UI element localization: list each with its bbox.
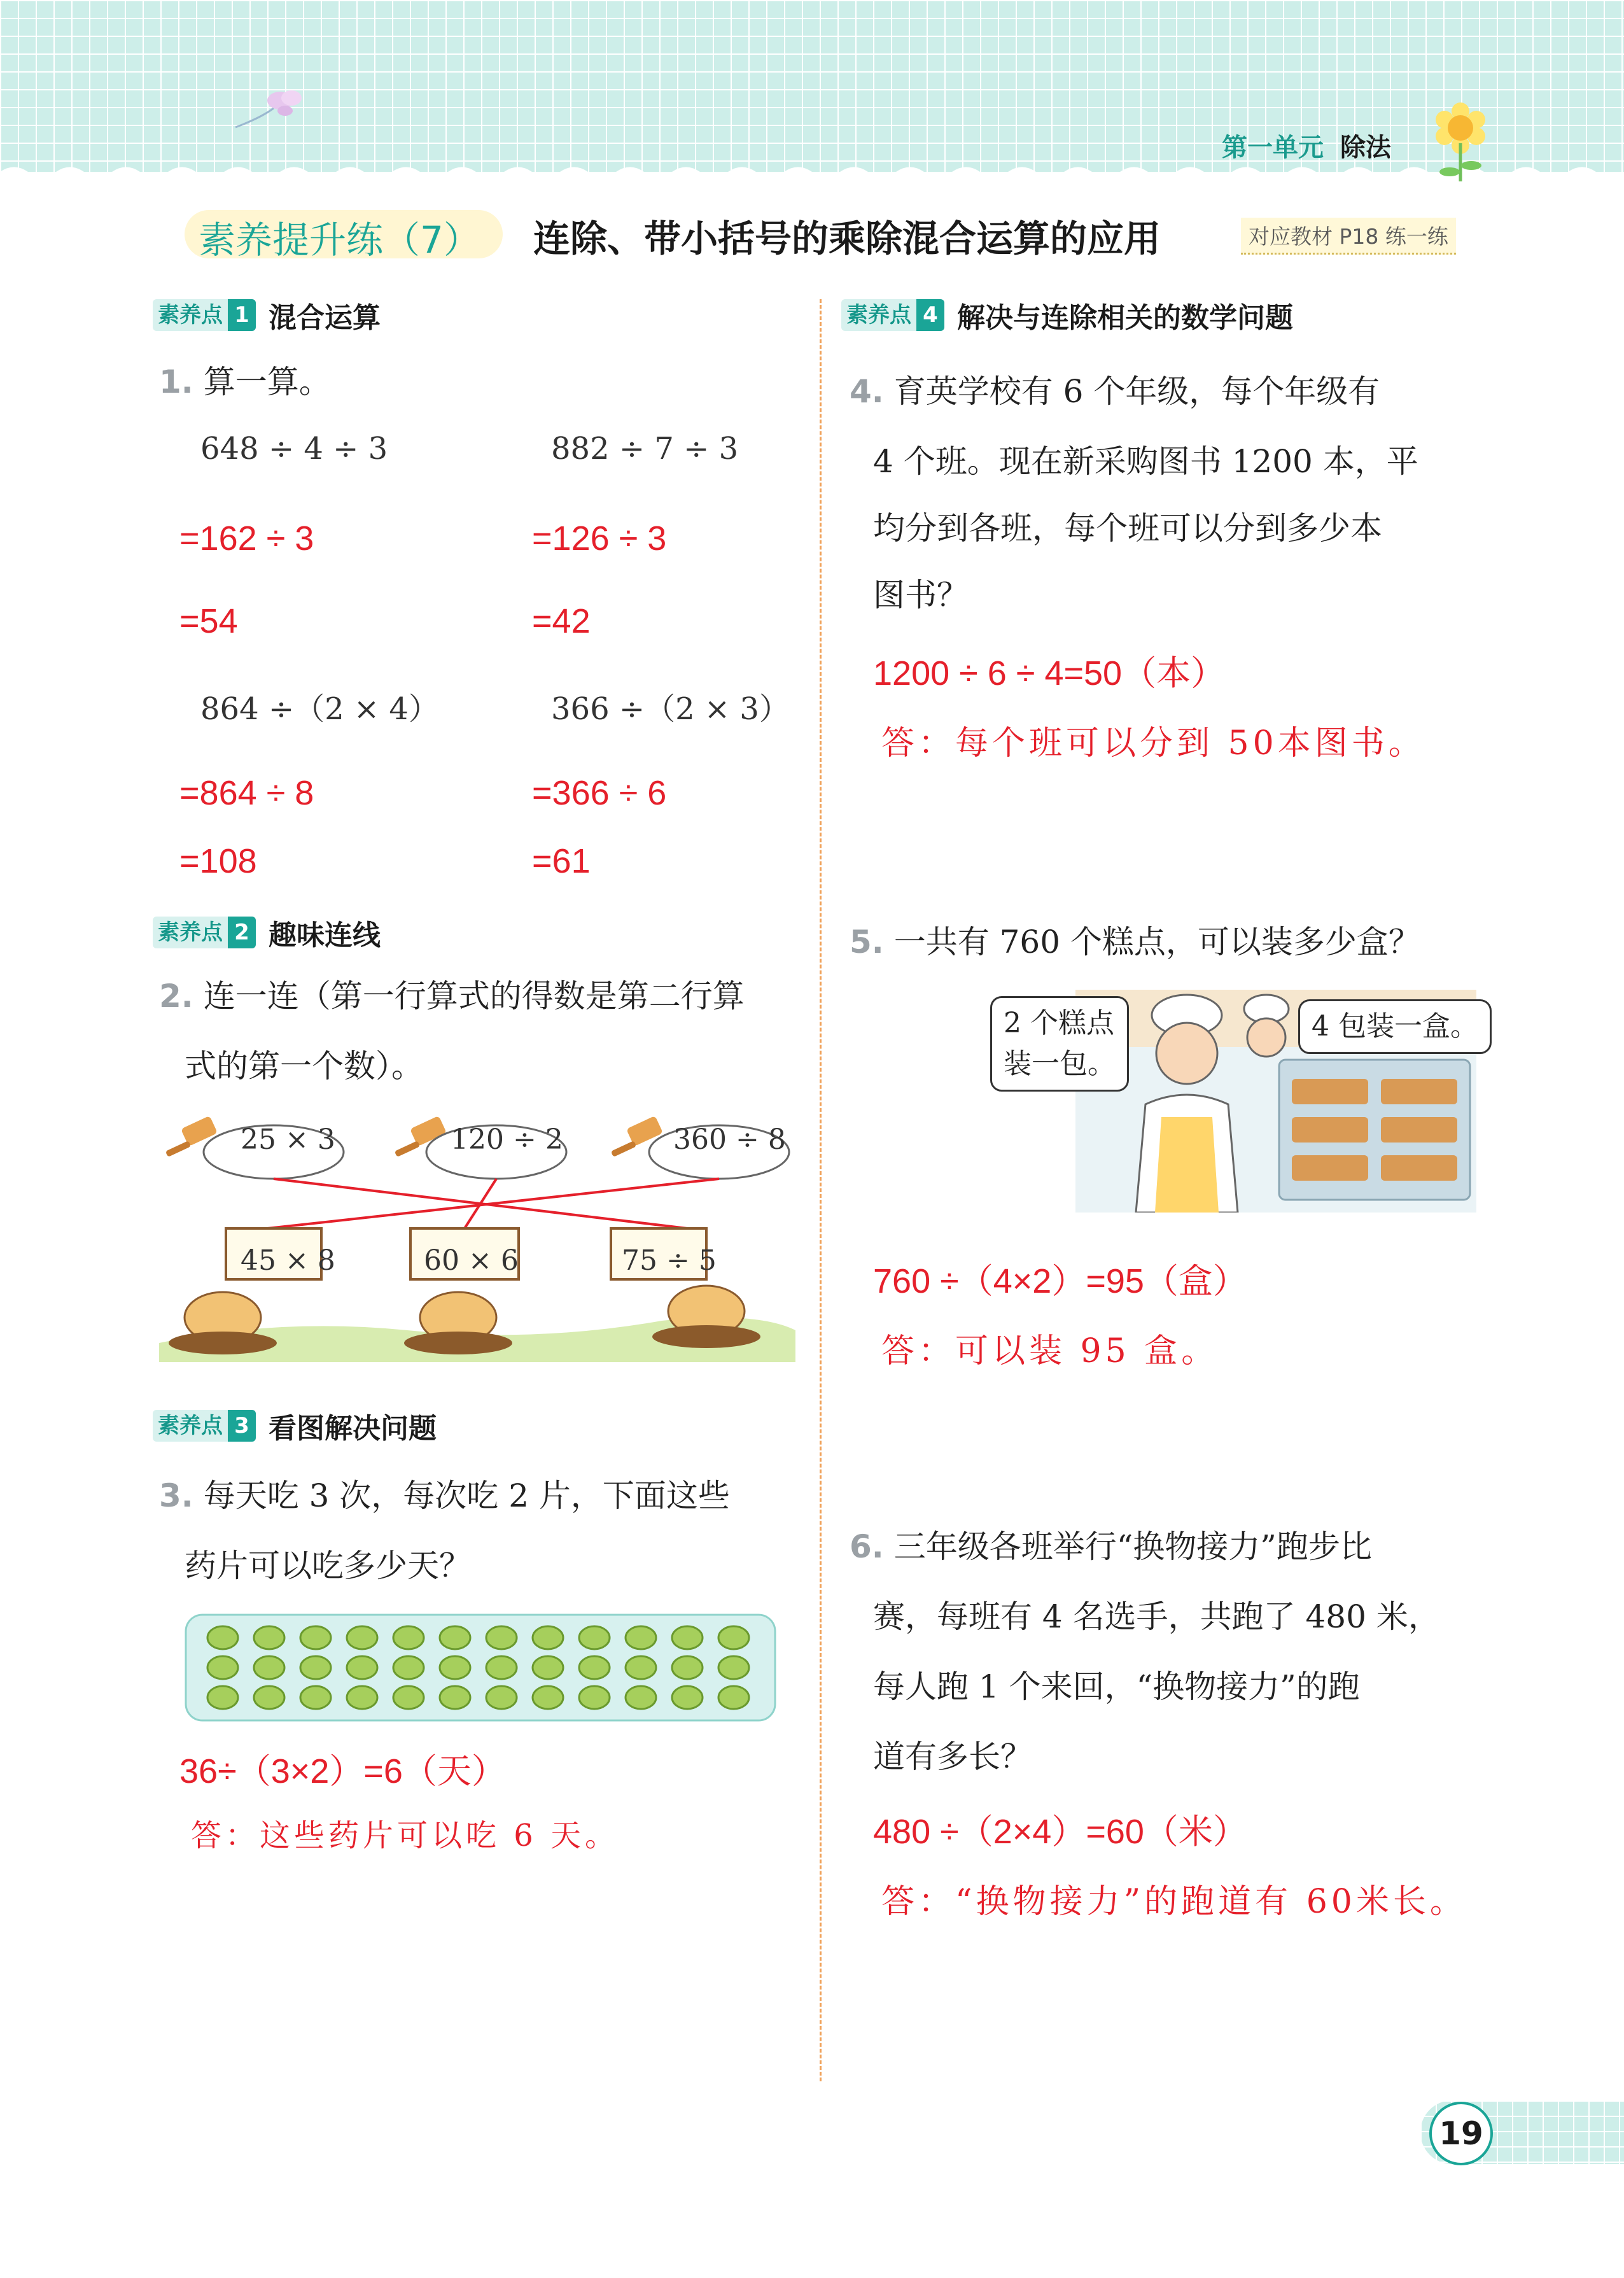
speech-bubble-right: 4 包装一盒。: [1298, 999, 1492, 1054]
pill-tray: [185, 1614, 776, 1722]
question-5: [850, 907, 1420, 977]
section-badge-name: 素养点: [153, 917, 228, 948]
pill: [533, 1656, 563, 1679]
pill: [393, 1686, 424, 1709]
question-text: 一共有 760 个糕点，可以装多少盒？: [893, 924, 1420, 960]
pill: [254, 1686, 284, 1709]
question-number: 1.: [159, 363, 193, 400]
column-divider: [820, 299, 822, 2081]
section-title: 解决与连除相关的数学问题: [957, 302, 1293, 334]
answer-step: =42: [532, 602, 591, 640]
pill: [533, 1686, 563, 1709]
answer-sentence: 答：可以装 95 盒。: [881, 1332, 1219, 1370]
match-bottom-1: 45 × 8: [241, 1244, 335, 1277]
pill: [300, 1686, 331, 1709]
question-2: [159, 961, 745, 1031]
pill: [347, 1626, 377, 1649]
pill: [718, 1626, 749, 1649]
pill: [207, 1686, 238, 1709]
bubble-line-2: 装一包。: [1004, 1048, 1116, 1080]
section-badge-2: [153, 917, 381, 952]
match-bottom-3: 75 ÷ 5: [622, 1244, 717, 1277]
pill: [579, 1656, 610, 1679]
answer-step: =366 ÷ 6: [532, 774, 667, 812]
question-text: 连一连（第一行算式的得数是第二行算: [203, 978, 745, 1015]
answer-step: =108: [179, 842, 257, 880]
pill: [440, 1626, 470, 1649]
section-badge-name: 素养点: [153, 1410, 228, 1442]
question-4-line-2: 4 个班。现在新采购图书 1200 本，平: [873, 443, 1418, 480]
lesson-tag: 素养提升练（7）: [199, 218, 480, 262]
question-number: 4.: [850, 373, 884, 410]
question-4: [850, 356, 1380, 426]
section-badge-3: [153, 1410, 437, 1445]
question-number: 2.: [159, 978, 193, 1015]
pill: [486, 1656, 517, 1679]
answer-expression: 760 ÷（4×2）=95（盒）: [873, 1262, 1247, 1300]
question-2-line-2: 式的第一个数）。: [185, 1048, 423, 1085]
pill: [300, 1656, 331, 1679]
section-badge-name: 素养点: [153, 299, 228, 331]
pill: [626, 1626, 656, 1649]
pill: [579, 1626, 610, 1649]
pill: [718, 1686, 749, 1709]
section-title: 混合运算: [269, 302, 381, 334]
expression: 882 ÷ 7 ÷ 3: [551, 431, 739, 467]
answer-step: =61: [532, 842, 591, 880]
question-text: 三年级各班举行“换物接力”跑步比: [893, 1528, 1372, 1565]
pill: [533, 1626, 563, 1649]
pill: [440, 1656, 470, 1679]
unit-header: [1222, 127, 1391, 164]
pill: [440, 1686, 470, 1709]
butterfly-icon: [229, 83, 312, 134]
pill: [718, 1656, 749, 1679]
section-badge-number: 2: [228, 917, 256, 948]
page-number: 19: [1429, 2102, 1493, 2165]
pill: [347, 1656, 377, 1679]
answer-expression: 1200 ÷ 6 ÷ 4=50（本）: [873, 654, 1226, 693]
question-text: 育英学校有 6 个年级，每个年级有: [893, 373, 1380, 410]
question-number: 6.: [850, 1528, 884, 1565]
answer-step: =54: [179, 602, 238, 640]
match-top-2: 120 ÷ 2: [451, 1123, 563, 1156]
section-badge-4: [841, 299, 1293, 334]
question-4-line-4: 图书？: [873, 577, 969, 614]
pill: [393, 1656, 424, 1679]
pill: [672, 1626, 703, 1649]
header-wave-border: [0, 162, 1624, 188]
question-text: 算一算。: [203, 363, 331, 400]
pill: [254, 1656, 284, 1679]
question-6-line-4: 道有多长？: [873, 1738, 1032, 1775]
section-badge-name: 素养点: [841, 299, 916, 331]
pill: [626, 1656, 656, 1679]
match-bottom-2: 60 × 6: [424, 1244, 519, 1277]
speech-bubble-left: [990, 996, 1129, 1092]
sunflower-icon: [1425, 95, 1495, 185]
question-text: 每天吃 3 次，每次吃 2 片，下面这些: [203, 1477, 730, 1514]
pill: [486, 1626, 517, 1649]
section-badge-number: 1: [228, 299, 256, 331]
answer-step: =126 ÷ 3: [532, 519, 667, 558]
pill: [579, 1686, 610, 1709]
question-3-line-2: 药片可以吃多少天？: [185, 1547, 471, 1584]
match-top-1: 25 × 3: [241, 1123, 335, 1156]
question-1: [159, 347, 331, 417]
section-badge-number: 4: [916, 299, 944, 331]
pill: [486, 1686, 517, 1709]
pill: [207, 1626, 238, 1649]
question-6: [850, 1512, 1372, 1582]
answer-expression: 480 ÷（2×4）=60（米）: [873, 1813, 1247, 1851]
expression: 648 ÷ 4 ÷ 3: [200, 431, 388, 467]
bubble-line-1: 2 个糕点: [1004, 1007, 1114, 1039]
question-number: 5.: [850, 924, 884, 960]
section-badge-1: [153, 299, 381, 334]
pill: [300, 1626, 331, 1649]
section-title: 看图解决问题: [269, 1412, 437, 1445]
match-top-3: 360 ÷ 8: [673, 1123, 786, 1156]
pill: [626, 1686, 656, 1709]
section-badge-number: 3: [228, 1410, 256, 1442]
question-number: 3.: [159, 1477, 193, 1514]
answer-sentence: 答：每个班可以分到 50本图书。: [881, 724, 1425, 763]
question-3: [159, 1461, 730, 1531]
pill: [347, 1686, 377, 1709]
answer-step: =162 ÷ 3: [179, 519, 314, 558]
pill: [672, 1656, 703, 1679]
unit-topic: 除法: [1340, 133, 1391, 162]
question-6-line-2: 赛，每班有 4 名选手，共跑了 480 米，: [873, 1598, 1440, 1635]
answer-sentence: 答：“换物接力”的跑道有 60米长。: [881, 1883, 1467, 1921]
unit-label: 第一单元: [1222, 133, 1324, 162]
pill: [207, 1656, 238, 1679]
answer-step: =864 ÷ 8: [179, 774, 314, 812]
pill: [393, 1626, 424, 1649]
textbook-reference: 对应教材 P18 练一练: [1241, 218, 1456, 255]
pill: [254, 1626, 284, 1649]
answer-expression: 36÷（3×2）=6（天）: [179, 1752, 506, 1790]
section-title: 趣味连线: [269, 919, 381, 952]
answer-sentence: 答：这些药片可以吃 6 天。: [191, 1818, 620, 1853]
question-4-line-3: 均分到各班，每个班可以分到多少本: [873, 510, 1382, 547]
expression: 366 ÷（2 × 3）: [551, 691, 790, 727]
question-6-line-3: 每人跑 1 个来回，“换物接力”的跑: [873, 1668, 1360, 1705]
pill: [672, 1686, 703, 1709]
expression: 864 ÷（2 × 4）: [200, 691, 439, 727]
lesson-title: 连除、带小括号的乘除混合运算的应用: [533, 217, 1161, 260]
